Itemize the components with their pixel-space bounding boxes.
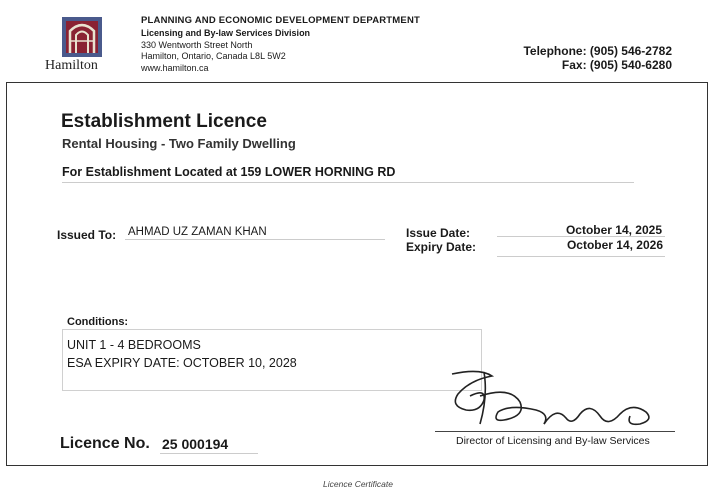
address-line-2: Hamilton, Ontario, Canada L8L 5W2: [141, 51, 286, 61]
signatory-title: Director of Licensing and By-law Services: [456, 435, 650, 447]
divider: [62, 182, 634, 183]
conditions-label: Conditions:: [67, 316, 129, 328]
licence-number-label: Licence No.: [60, 435, 150, 452]
divider: [125, 239, 385, 240]
condition-item: ESA EXPIRY DATE: OCTOBER 10, 2028: [67, 356, 297, 370]
division-name: Licensing and By-law Services Division: [141, 28, 311, 38]
logo-text: Hamilton: [45, 58, 98, 73]
certificate-title: Establishment Licence: [61, 111, 267, 132]
condition-item: UNIT 1 - 4 BEDROOMS: [67, 338, 201, 352]
issued-to-value: AHMAD UZ ZAMAN KHAN: [128, 226, 267, 238]
hamilton-logo-icon: [62, 17, 102, 57]
director-signature: [440, 366, 670, 432]
divider: [160, 453, 258, 454]
website: www.hamilton.ca: [141, 63, 209, 73]
expiry-date-label: Expiry Date:: [406, 240, 477, 254]
signature-line: [435, 431, 675, 432]
footer-caption: Licence Certificate: [323, 479, 393, 489]
issue-date-label: Issue Date:: [406, 226, 471, 240]
issued-to-label: Issued To:: [57, 228, 117, 242]
department-name: PLANNING AND ECONOMIC DEVELOPMENT DEPARTMENT: [141, 15, 421, 26]
licence-number-value: 25 000194: [162, 436, 229, 452]
telephone: Telephone: (905) 546-2782: [523, 44, 672, 58]
certificate-subtitle: Rental Housing - Two Family Dwelling: [62, 136, 296, 151]
issue-date-value: October 14, 2025: [565, 223, 662, 237]
divider: [497, 256, 665, 257]
expiry-date-value: October 14, 2026: [566, 238, 663, 252]
fax: Fax: (905) 540-6280: [561, 58, 672, 72]
address-line-1: 330 Wentworth Street North: [141, 40, 253, 50]
establishment-location: For Establishment Located at 159 LOWER HORNING RD: [62, 165, 396, 179]
divider: [497, 236, 665, 237]
